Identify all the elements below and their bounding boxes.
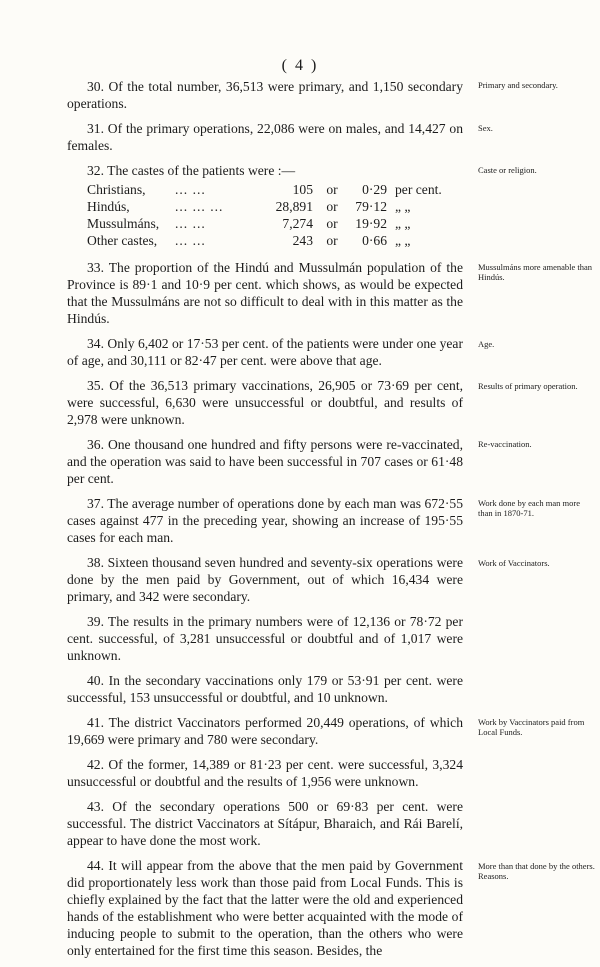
paragraph-39: [67, 613, 463, 664]
caste-or: or: [326, 199, 338, 214]
paragraph-44: [67, 857, 595, 959]
caste-percent: 19·92: [355, 216, 387, 231]
paragraph-42: [67, 756, 463, 790]
caste-dots: ... ...: [175, 216, 206, 231]
caste-name: Mussulmáns,: [87, 216, 160, 231]
paragraph-36: [67, 436, 532, 487]
caste-or: or: [326, 182, 338, 197]
caste-or: or: [326, 216, 338, 231]
caste-unit: „ „: [395, 199, 411, 214]
paragraph-text: 35. Of the 36,513 primary vaccinations, 26,905 or 73·69 per cent, were successful, 6,630 were unsuccessful or doubtful, and results of 2,978 were unknown.: [67, 378, 463, 427]
paragraph-30: [67, 78, 558, 112]
caste-dots: ... ...: [175, 182, 206, 197]
castes-table: [87, 181, 463, 249]
paragraph-38: [67, 554, 550, 605]
caste-unit: „ „: [395, 216, 411, 231]
caste-name: Christians,: [87, 182, 146, 197]
paragraph-text: 39. The results in the primary numbers were of 12,136 or 78·72 per cent. successful, of 3,281 unsuccessful or doubtful and of 1,017 were unknown.: [67, 614, 463, 663]
caste-count: 7,274: [282, 216, 313, 231]
paragraph-text: 32. The castes of the patients were :—: [87, 163, 296, 178]
paragraph-31: [67, 120, 493, 154]
caste-unit: „ „: [395, 233, 411, 248]
paragraph-35: [67, 377, 578, 428]
paragraph-text: 38. Sixteen thousand seven hundred and seventy-six operations were done by the men paid by Government, out of which 16,434 were primary, and 342 were secondary.: [67, 555, 463, 604]
page-number: ( 4 ): [281, 57, 319, 74]
paragraph-text: 31. Of the primary operations, 22,086 were on males, and 14,427 on females.: [67, 121, 463, 153]
table-row: [87, 232, 463, 249]
margin-note: More than that done by the others. Reasons.: [478, 861, 595, 881]
margin-note: Work done by each man more than in 1870-71.: [478, 498, 580, 518]
paragraph-text: 43. Of the secondary operations 500 or 69·83 per cent. were successful. The district Vaccinators at Sítápur, Bharaich, and Rái Barelí, appear to have done the most work.: [67, 799, 463, 848]
caste-name: Other castes,: [87, 233, 158, 248]
paragraph-text: 36. One thousand one hundred and fifty persons were re-vaccinated, and the operation was said to have been successful in 707 cases or 61·48 per cent.: [67, 437, 463, 486]
margin-note: Primary and secondary.: [478, 80, 558, 90]
caste-dots: ... ... ...: [175, 199, 224, 214]
paragraph-40: [67, 672, 463, 706]
caste-count: 105: [292, 182, 313, 197]
paragraph-34: [67, 335, 495, 369]
document-body: [67, 78, 595, 967]
paragraph-text: 41. The district Vaccinators performed 20,449 operations, of which 19,669 were primary and 780 were secondary.: [67, 715, 463, 747]
paragraph-41: [67, 714, 585, 748]
paragraph-32: [67, 162, 537, 179]
caste-percent: 0·66: [362, 233, 387, 248]
paragraph-text: 40. In the secondary vaccinations only 179 or 53·91 per cent. were successful, 153 unsuccessful or doubtful, and 10 unknown.: [67, 673, 463, 705]
caste-percent: 79·12: [355, 199, 387, 214]
caste-dots: ... ...: [175, 233, 206, 248]
caste-percent: 0·29: [362, 182, 387, 197]
caste-unit: per cent.: [395, 182, 442, 197]
paragraph-text: 44. It will appear from the above that the men paid by Government did proportionately less work than those paid from Local Funds. This is chiefly explained by the fact that the latter were the old and experienced hands of the establishment who were better acquainted with the mode of inducing people to submit to the operation, than the others who were only entertained for the first time this season. Besides, the: [67, 858, 463, 958]
paragraph-text: 34. Only 6,402 or 17·53 per cent. of the patients were under one year of age, and 30,111 or 82·47 per cent. were above that age.: [67, 336, 463, 368]
margin-note: Work by Vaccinators paid from Local Funds.: [478, 717, 585, 737]
margin-note: Work of Vaccinators.: [478, 558, 550, 568]
table-row: [87, 198, 463, 215]
margin-note: Results of primary operation.: [478, 381, 578, 391]
table-row: [87, 181, 463, 198]
paragraph-text: 42. Of the former, 14,389 or 81·23 per cent. were successful, 3,324 unsuccessful or doubtful and the results of 1,956 were unknown.: [67, 757, 463, 789]
paragraph-text: 30. Of the total number, 36,513 were primary, and 1,150 secondary operations.: [67, 79, 463, 111]
caste-or: or: [326, 233, 338, 248]
paragraph-33: [67, 259, 593, 327]
caste-count: 243: [292, 233, 313, 248]
margin-note: Sex.: [478, 123, 493, 133]
table-row: [87, 215, 463, 232]
margin-note: Mussulmáns more amenable than Hindús.: [478, 262, 593, 282]
margin-note: Caste or religion.: [478, 165, 537, 175]
paragraph-37: [67, 495, 580, 546]
paragraph-43: [67, 798, 463, 849]
caste-name: Hindús,: [87, 199, 130, 214]
margin-note: Age.: [478, 339, 495, 349]
paragraph-text: 33. The proportion of the Hindú and Mussulmán population of the Province is 89·1 and 10·9 per cent. which shows, as would be expected that the Mussulmáns are not so difficult to deal with in this matter as the Hindús.: [67, 260, 463, 326]
paragraph-text: 37. The average number of operations done by each man was 672·55 cases against 477 in the preceding year, showing an increase of 195·55 cases for each man.: [67, 496, 463, 545]
margin-note: Re-vaccination.: [478, 439, 532, 449]
caste-count: 28,891: [275, 199, 313, 214]
